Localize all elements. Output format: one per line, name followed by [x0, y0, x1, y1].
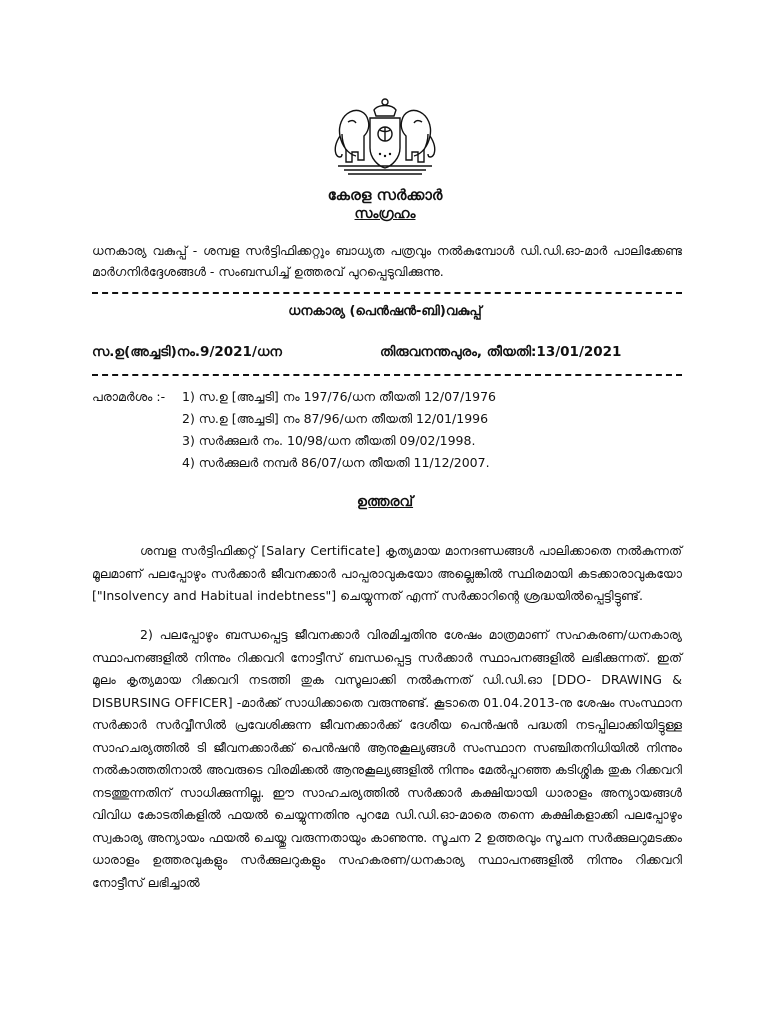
department-heading: ധനകാര്യ (പെൻഷൻ-ബി)വകുപ്പ് — [288, 304, 482, 319]
order-paragraph: ശമ്പള സർട്ടിഫിക്കറ്റ് [Salary Certificate] കൃത്യമായ മാനദണ്ഡങ്ങൾ പാലിക്കാതെ നൽകുന്നത് മൂലമാണ് പലപ്പോഴും സർക്കാർ ജീവനക്കാർ പാപ്പരാവുകയോ അല്ലെങ്കിൽ സ്ഥിരമായി കടക്കാരാവുകയോ ["Insolvency and Habitual indebtness"] ചെയ്യുന്നത് എന്ന് സർക്കാറിന്റെ ശ്രദ്ധയിൽപ്പെട്ടിട്ടുണ്ട്. — [92, 543, 682, 603]
order-heading: ഉത്തരവ് — [356, 494, 414, 510]
reference-item: 3) സർക്കുലർ നം. 10/98/ധന തീയതി 09/02/1998. — [182, 433, 476, 448]
kerala-emblem-icon — [318, 96, 452, 182]
summary-title: സംഗ്രഹം — [354, 206, 416, 222]
government-title: കേരള സർക്കാർ — [327, 186, 443, 204]
reference-item: 1) സ.ഉ [അച്ചടി] നം 197/76/ധന തീയതി 12/07/1976 — [182, 389, 497, 404]
reference-item: 4) സർക്കുലർ നമ്പർ 86/07/ധന തീയതി 11/12/2007. — [182, 455, 490, 470]
subject-text: ധനകാര്യ വകുപ്പ് - ശമ്പള സർട്ടിഫിക്കറ്റും ബാധ്യത പത്രവും നൽകുമ്പോൾ ഡി.ഡി.ഓ-മാർ പാലിക്കേണ്ട മാർഗനിർദ്ദേശങ്ങൾ - സംബന്ധിച്ച് ഉത്തരവ് പുറപ്പെടുവിക്കുന്നു. — [92, 243, 682, 279]
order-paragraph: 2) പലപ്പോഴും ബന്ധപ്പെട്ട ജീവനക്കാർ വിരമിച്ചതിനു ശേഷം മാത്രമാണ് സഹകരണ/ധനകാര്യ സ്ഥാപനങ്ങളിൽ നിന്നും റിക്കവറി നോട്ടീസ് ബന്ധപ്പെട്ട സർക്കാർ സ്ഥാപനങ്ങളിൽ ലഭിക്കുന്നത്. ഇത് മൂലം കൃത്യമായ റിക്കവറി നടത്തി തുക വസൂലാക്കി നൽകുന്നത് ഡി.ഡി.ഓ [DDO- DRAWING & DISBURSING OFFICER] -മാർക്ക് സാധിക്കാതെ വരുന്നുണ്ട്. കൂടാതെ 01.04.2013-നു ശേഷം സംസ്ഥാന സർക്കാർ സർവ്വീസിൽ പ്രവേശിക്കുന്ന ജീവനക്കാർക്ക് ദേശീയ പെൻഷൻ പദ്ധതി നടപ്പിലാക്കിയിട്ടുള്ള സാഹചര്യത്തിൽ ടി ജീവനക്കാർക്ക് പെൻഷൻ ആനുകൂല്യങ്ങൾ സംസ്ഥാന സഞ്ചിതനിധിയിൽ നിന്നും നൽകാത്തതിനാൽ അവരുടെ വിരമിക്കൽ ആനുകൂല്യങ്ങളിൽ നിന്നും മേൽപ്പറഞ്ഞ കടിശ്ശിക തുക റിക്കവറി നടത്തുന്നതിന് സാധിക്കുന്നില്ല. ഈ സാഹചര്യത്തിൽ സർക്കാർ കക്ഷിയായി ധാരാളം അന്യായങ്ങൾ വിവിധ കോടതികളിൽ ഫയൽ ചെയ്യുന്നതിനു പുറമേ ഡി.ഡി.ഓ-മാരെ തന്നെ കക്ഷികളാക്കി പലപ്പോഴും സ്വകാര്യ അന്യായം ഫയൽ ചെയ്തു വരുന്നതായും കാണുന്നു. സൂചന 2 ഉത്തരവും സൂചന സർക്കുലറുമടക്കം ധാരാളം ഉത്തരവുകളും സർക്കുലറുകളും സഹകരണ/ധനകാര്യ സ്ഥാപനങ്ങളിൽ നിന്നും റിക്കവറി നോട്ടീസ് ലഭിച്ചാൽ — [92, 627, 682, 890]
reference-label: പരാമർശം :- — [92, 389, 166, 404]
divider — [92, 374, 682, 376]
divider — [92, 292, 682, 294]
order-number: സ.ഉ(അച്ചടി)നം.9/2021/ധന — [92, 344, 282, 360]
reference-item: 2) സ.ഉ [അച്ചടി] നം 87/96/ധന തീയതി 12/01/1996 — [182, 411, 489, 426]
order-place-date: തിരുവനന്തപുരം, തീയതി:13/01/2021 — [380, 344, 622, 360]
